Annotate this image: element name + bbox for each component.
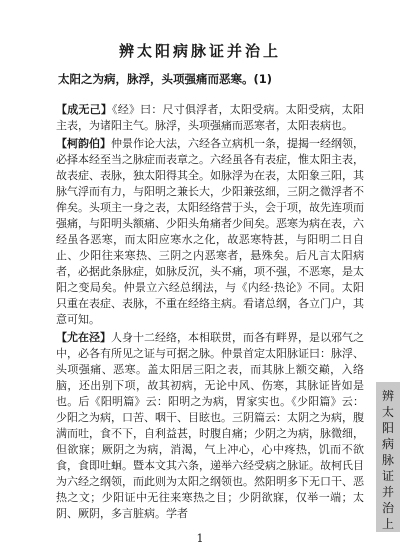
commentary-paragraph — [56, 136, 364, 328]
commentary-body — [56, 102, 364, 524]
commentator-tag: 【柯韵伯】 — [56, 137, 111, 150]
commentator-tag: 【成无己】 — [56, 103, 113, 116]
thesis-line: 太阳之为病，脉浮，头项强痛而恶寒。(1) — [58, 72, 273, 86]
commentary-paragraph — [56, 330, 364, 522]
commentary-paragraph — [56, 102, 364, 134]
chapter-side-tab — [376, 382, 400, 532]
page-number: 1 — [196, 532, 204, 545]
side-tab-label: 辨太阳病脉证并治上 — [381, 389, 394, 531]
chapter-title: 辨太阳病脉证并治上 — [118, 42, 281, 60]
commentary-text: 仲景作论大法，六经各立病机一条，提揭一经纲领，必择本经至当之脉症而表章之。六经虽各有表症，惟太阳主表，故表症、表脉，独太阳得其全。如脉浮为在表，太阳象三阳，其脉气浮而有力，与阳明之兼长大，少阳兼弦细，三阴之微浮者不侔矣。头项主一身之表，太阳经络营于头，会于项，故先连项而强痛，与阳明头额痛、少阳头角痛者少间矣。恶寒为病在表，六经虽各恶寒，而太阳应寒水之化，故恶寒特甚，与阳明二日自止、少阳往来寒热、三阴之内恶寒者，悬殊矣。后凡言太阳病者，必据此条脉症，如脉反沉，头不痛，项不强，不恶寒，是太阳之变局矣。仲景立六经总纲法，与《内经·热论》不同。太阳只重在表症、表脉，不重在经络主病。看诸总纲，各立门户，其意可知。 — [56, 137, 364, 326]
commentary-text: 人身十二经络，本相联贯，而各有畔界，是以邪气之中，必各有所见之证与可据之脉。仲景首定太阳脉证曰：脉浮、头项强痛、恶寒。盖太阳居三阳之表，而其脉上额交巅，入络脑，还出别下项，故其初病，无论中风、伤寒，其脉证皆如是也。后《阳明篇》云：阳明之为病，胃家实也。《少阳篇》云：少阳之为病，口苦、咽干、目眩也。三阴篇云：太阴之为病，腹满而吐，食不下，自利益甚，时腹自痛；少阴之为病，脉微细，但欲寐；厥阴之为病，消渴，气上冲心，心中疼热，饥而不欲食，食即吐蛔。暨本文其六条，递举六经受病之脉证。故柯氏目为六经之纲领，而此则为太阳之纲领也。然阳明多下无口干、恶热之文；少阳证中无往来寒热之目；少阴欲寐，仅举一端；太阴、厥阴，多言脏病。学者 — [56, 331, 364, 520]
commentator-tag: 【尤在泾】 — [56, 331, 111, 344]
commentary-text: 《经》曰：尺寸俱浮者，太阳受病。太阳受病，太阳主表，为诸阳主气。脉浮，头项强痛而恶寒者，太阳表病也。 — [56, 103, 365, 132]
